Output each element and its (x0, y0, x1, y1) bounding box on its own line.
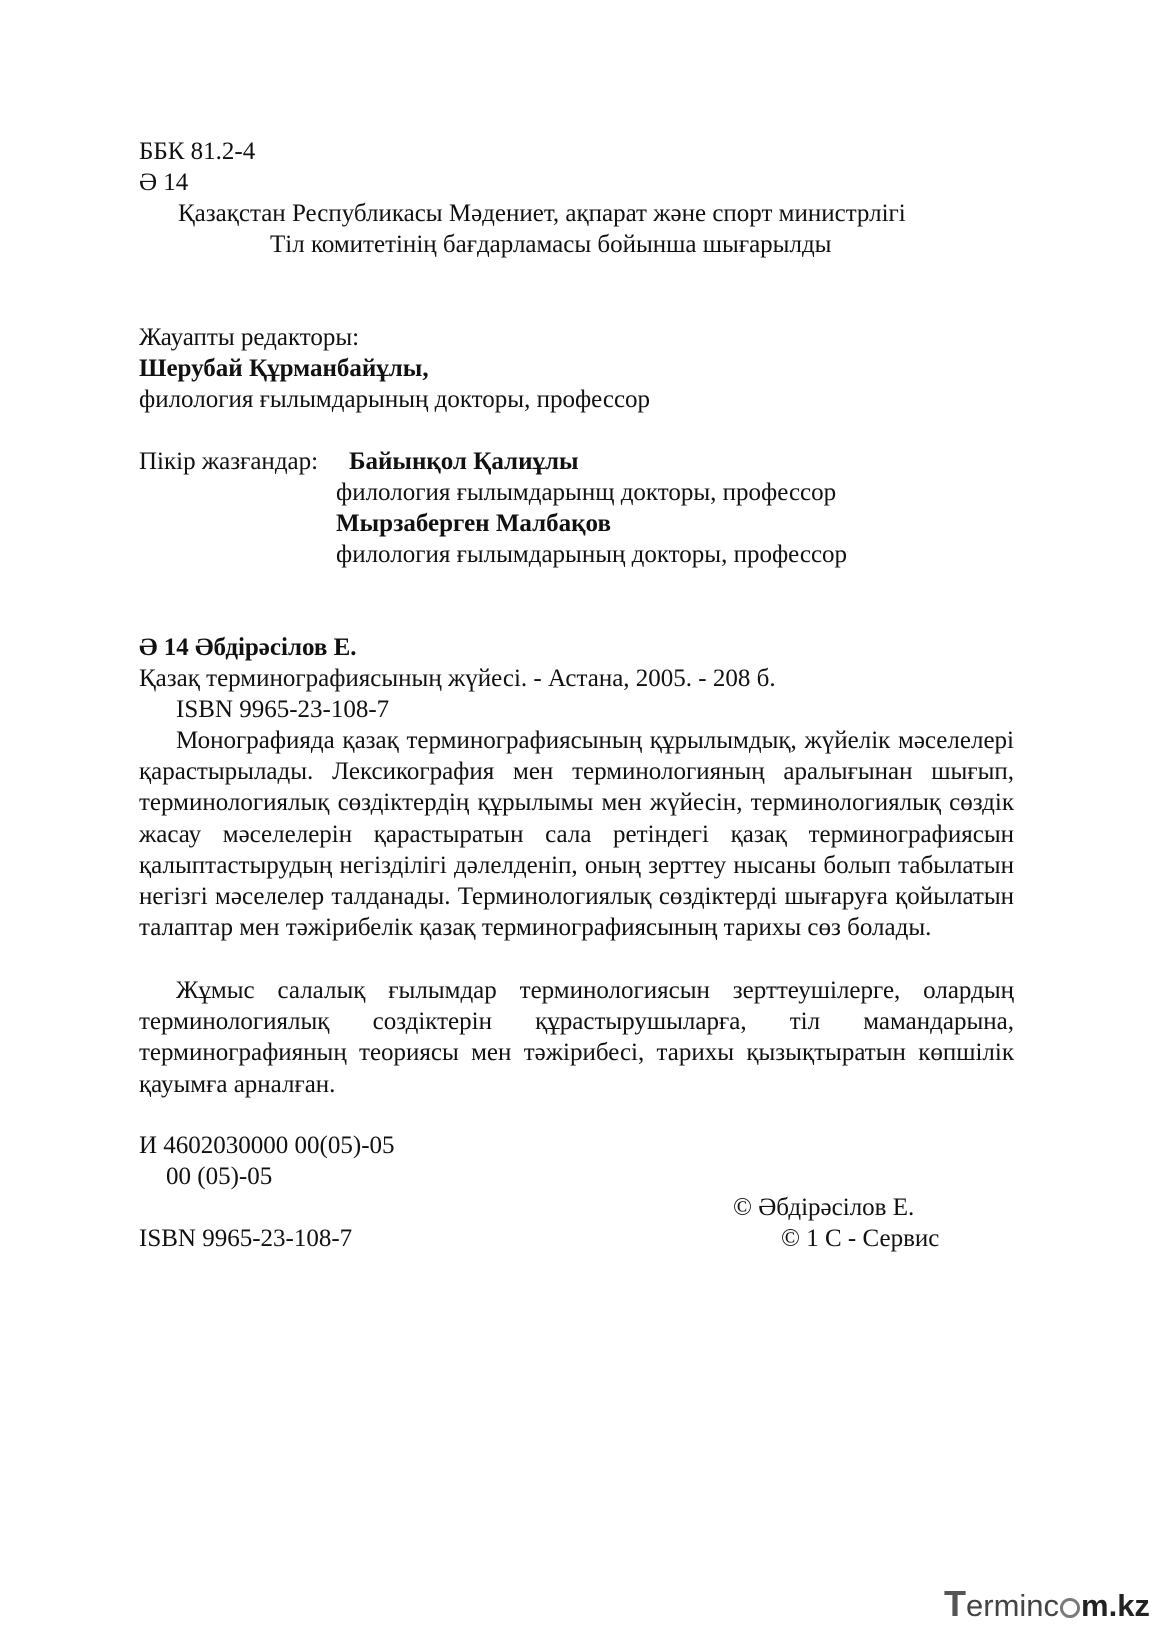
index-code: Ә 14 (139, 169, 189, 196)
editor-name: Шерубай Құрманбайұлы, (139, 355, 429, 382)
reviewer-name: Мырзаберген Малбақов (336, 510, 611, 537)
reviewers-label: Пікір жазғандар: (139, 448, 319, 475)
watermark-domain: m.kz (1081, 1588, 1150, 1623)
editor-title: филология ғылымдарының докторы, профессор (139, 386, 651, 413)
committee-line: Тіл комитетінің бағдарламасы бойынша шығарылды (270, 231, 832, 258)
watermark-text: erminc (966, 1588, 1060, 1623)
footer-isbn: ISBN 9965-23-108-7 (139, 1225, 353, 1252)
abstract-paragraph: Жұмыс салалық ғылымдар терминологиясын зерттеушілерге, олардың терминологиялық создіктерін құрастырушыларға, тіл мамандарына, терминографияның теориясы мен тәжірибесі, тарихы қызықтыратын көпшілік қауымға арналған. (139, 977, 1014, 1098)
classification-code: И 4602030000 00(05)-05 (139, 1132, 395, 1159)
reviewer-title: филология ғылымдарының докторы, профессор (336, 541, 848, 568)
book-title-line: Қазақ терминографиясының жүйесі. - Астана, 2005. - 208 б. (139, 665, 776, 692)
reviewer-title: филология ғылымдарынщ докторы, профессор (336, 479, 837, 506)
termincom-watermark-logo (944, 1583, 1150, 1624)
copyright-author: © Әбдірәсілов Е. (733, 1194, 915, 1221)
magnifier-icon (1060, 1598, 1080, 1618)
watermark-letter-t: T (944, 1583, 966, 1624)
editor-label: Жауапты редакторы: (139, 324, 360, 351)
bbk-code: ББК 81.2-4 (139, 138, 256, 165)
ministry-line: Қазақстан Республикасы Мәдениет, ақпарат және спорт министрлігі (178, 200, 906, 227)
abstract-paragraph: Монографияда қазақ терминографиясының құрылымдық, жүйелік мәселелері қарастырылады. Лексикография мен терминологияның аралығынан шығып, терминологиялық сөздіктердің құрылымы мен жүйесін, терминологиялық сөздік жасау мәселелерін қарастыратын сала ретіндегі қазақ терминографиясын қалыптастырудың негізділігі дәлелденіп, оның зерттеу нысаны болып табылатын негізгі мәселелер талданады. Терминологиялық сөздіктерді шығаруға қойылатын талаптар мен тәжірибелік қазақ терминографиясының тарихы сөз болады. (139, 727, 1014, 942)
reviewer-name: Байынқол Қалиұлы (349, 448, 579, 475)
classification-code: 00 (05)-05 (166, 1163, 273, 1190)
copyright-publisher: © 1 С - Сервис (781, 1225, 940, 1252)
book-author-line: Ә 14 Әбдірәсілов Е. (139, 634, 357, 661)
book-isbn: ISBN 9965-23-108-7 (176, 696, 390, 723)
